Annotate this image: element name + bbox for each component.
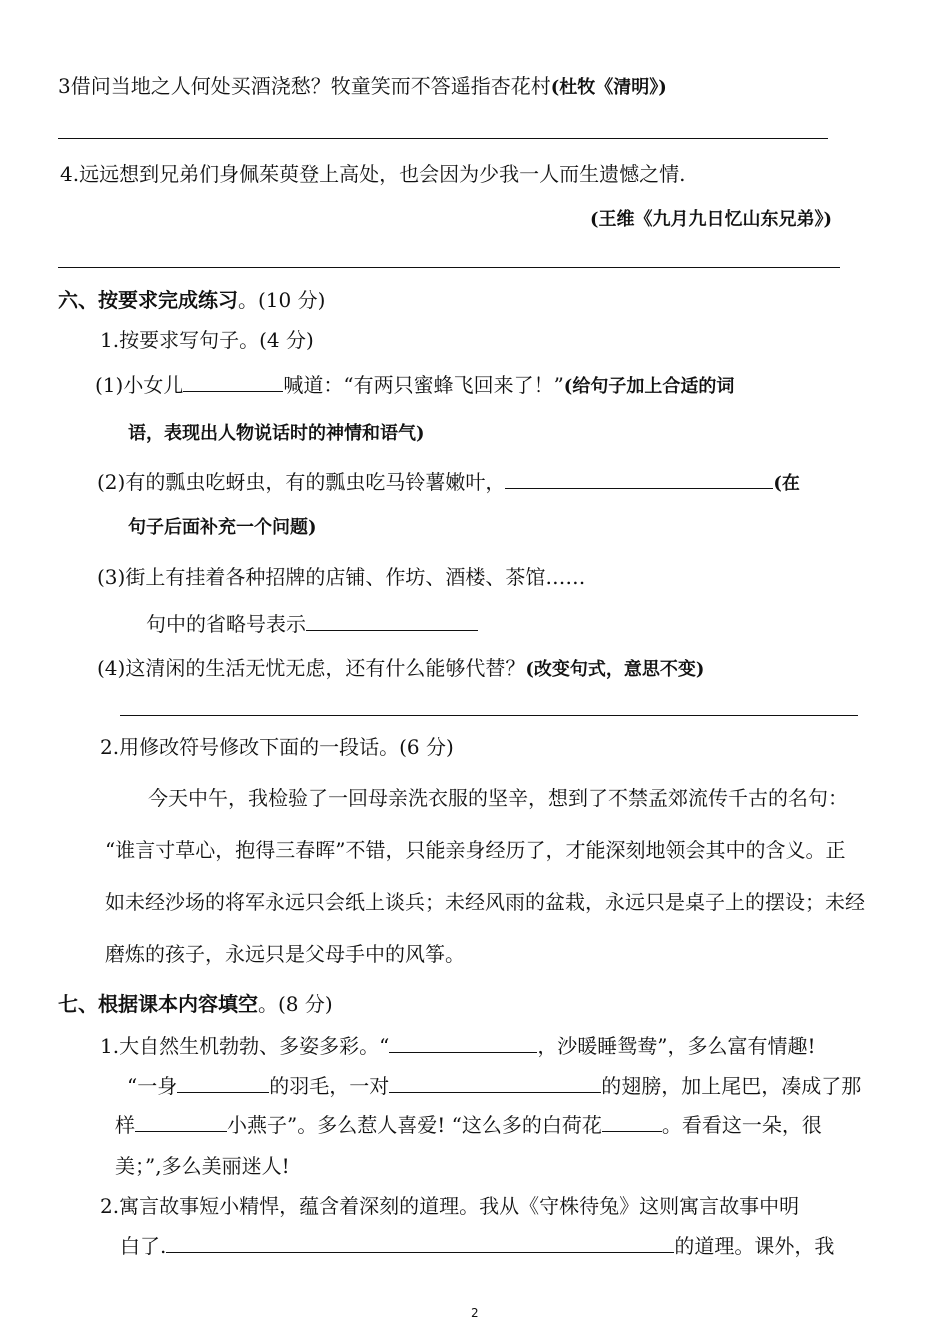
- blank-6[interactable]: [389, 1074, 601, 1093]
- page-number: 2: [471, 1306, 479, 1320]
- blank-8[interactable]: [602, 1113, 662, 1132]
- answer-line-3[interactable]: [58, 138, 828, 139]
- s6-q1-1-cont: 语，表现出人物说话时的神情和语气): [128, 423, 425, 444]
- s7-line-6: 白了. 的道理。课外，我: [120, 1234, 835, 1258]
- q5-item4: 4.远远想到兄弟们身佩茱萸登上高处，也会因为少我一人而生遗憾之情.: [60, 162, 686, 186]
- answer-line-4[interactable]: [58, 267, 840, 268]
- answer-line-s4[interactable]: [120, 715, 858, 716]
- paragraph-line-1: 今天中午，我检验了一回母亲洗衣服的坚辛，想到了不禁孟郊流传千古的名句：: [148, 786, 848, 810]
- section-7-title: 七、根据课本内容填空。(8 分): [58, 992, 333, 1016]
- paragraph-line-2: “谁言寸草心，抱得三春晖”不错，只能亲身经历了，才能深刻地领会其中的含义。正: [105, 838, 846, 862]
- s7-line-1: 1.大自然生机勃勃、多姿多彩。“ ，沙暖睡鸳鸯”，多么富有情趣!: [100, 1034, 816, 1058]
- s6-q1-3-cont: 句中的省略号表示: [146, 610, 478, 638]
- s7-line-4: 美；”,多么美丽迷人!: [115, 1154, 290, 1178]
- section-6-title: 六、按要求完成练习。(10 分): [58, 288, 326, 312]
- s7-line-5: 2.寓言故事短小精悍，蕴含着深刻的道理。我从《守株待兔》这则寓言故事中明: [100, 1194, 800, 1218]
- s6-q1-3: (3)街上有挂着各种招牌的店铺、作坊、酒楼、茶馆……: [97, 565, 586, 589]
- paragraph-line-4: 磨炼的孩子，永远只是父母手中的风筝。: [105, 942, 465, 966]
- blank-4[interactable]: [389, 1034, 537, 1053]
- s6-q1-4: (4)这清闲的生活无忧无虑，还有什么能够代替？(改变句式，意思不变): [97, 656, 705, 680]
- paragraph-line-3: 如未经沙场的将军永远只会纸上谈兵；未经风雨的盆栽，永远只是桌子上的摆设；未经: [105, 890, 865, 914]
- blank-9[interactable]: [166, 1234, 674, 1253]
- s7-line-3: 样 小燕子”。多么惹人喜爱! “这么多的白荷花 。看看这一朵，很: [115, 1113, 822, 1137]
- s6-q1: 1.按要求写句子。(4 分): [100, 328, 314, 352]
- blank-2[interactable]: [505, 470, 773, 489]
- s6-q2: 2.用修改符号修改下面的一段话。(6 分): [100, 735, 454, 759]
- s6-q1-1: (1)小女儿 喊道：“有两只蜜蜂飞回来了！”(给句子加上合适的词: [95, 373, 735, 397]
- s7-line-2: “一身 的羽毛，一对 的翅膀，加上尾巴，凑成了那: [127, 1074, 862, 1098]
- q5-item4-source: (王维《九月九日忆山东兄弟》): [590, 209, 833, 230]
- q5-item3: 3借问当地之人何处买酒浇愁？牧童笑而不答遥指杏花村(杜牧《清明》): [58, 74, 667, 98]
- blank-3[interactable]: [306, 612, 478, 631]
- blank-7[interactable]: [135, 1113, 227, 1132]
- s6-q1-2: (2)有的瓢虫吃蚜虫，有的瓢虫吃马铃薯嫩叶， (在: [97, 470, 800, 494]
- s6-q1-2-cont: 句子后面补充一个问题): [128, 517, 317, 538]
- blank-1[interactable]: [183, 373, 283, 392]
- blank-5[interactable]: [177, 1074, 269, 1093]
